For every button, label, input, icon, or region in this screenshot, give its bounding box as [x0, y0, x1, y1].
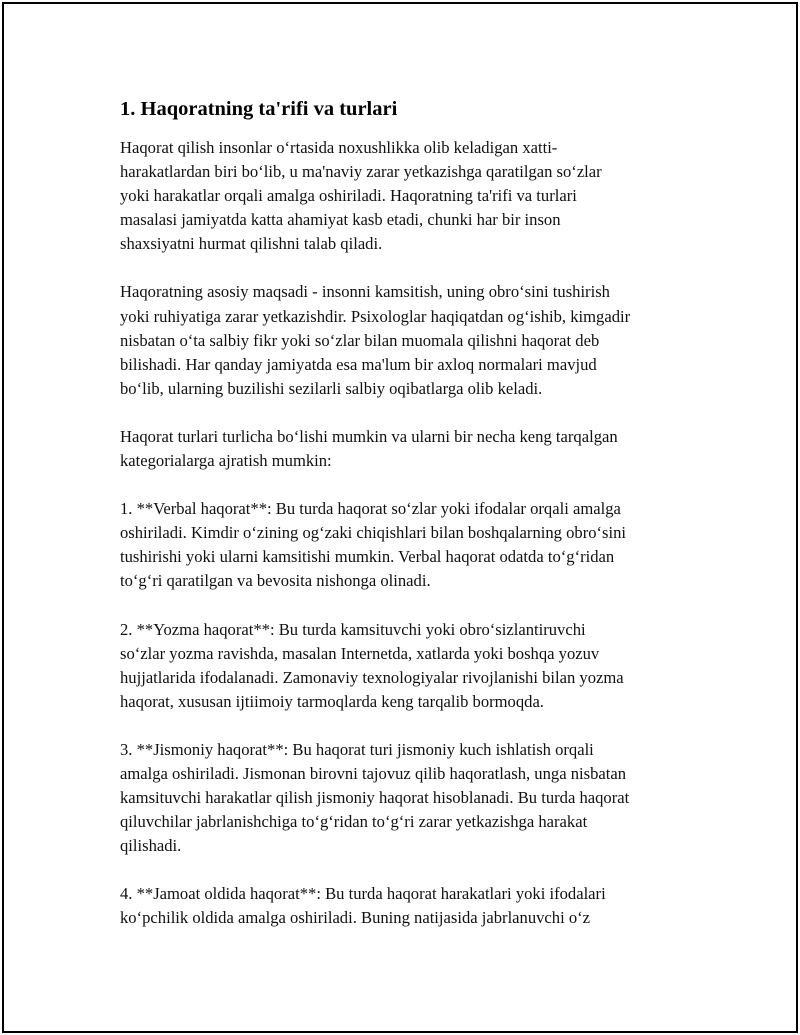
text-line: Haqorat qilish insonlar o‘rtasida noxushlikka olib keladigan xatti-	[120, 138, 558, 157]
section-heading: 1. Haqoratning ta'rifi va turlari	[120, 98, 398, 120]
paragraph-types-intro	[120, 425, 700, 473]
list-item-physical	[120, 738, 700, 858]
text-line: 4. **Jamoat oldida haqorat**: Bu turda haqorat harakatlari yoki ifodalari	[120, 884, 606, 904]
text-line: 3. **Jismoniy haqorat**: Bu haqorat turi jismoniy kuch ishlatish orqali	[120, 739, 594, 759]
text-line: yoki harakatlar orqali amalga oshiriladi. Haqoratning ta'rifi va turlari	[120, 186, 577, 206]
text-line: Haqoratning asosiy maqsadi - insonni kamsitish, uning obro‘sini tushirish	[120, 282, 610, 302]
text-line: bo‘lib, ularning buzilishi sezilarli salbiy oqibatlarga olib keladi.	[120, 378, 543, 398]
text-line: haqorat, xususan ijtiimoiy tarmoqlarda keng tarqalib bormoqda.	[120, 691, 544, 711]
text-line: shaxsiyatni hurmat qilishni talab qiladi.	[120, 234, 383, 254]
text-line: oshiriladi. Kimdir o‘zining og‘zaki chiqishlari bilan boshqalarning obro‘sini	[120, 523, 627, 543]
text-line: yoki ruhiyatiga zarar yetkazishdir. Psixologlar haqiqatdan og‘ishib, kimgadir	[120, 306, 631, 326]
list-item-written	[120, 618, 700, 714]
text-line: nisbatan o‘ta salbiy fikr yoki so‘zlar bilan muomala qilishni haqorat deb	[120, 330, 600, 350]
document-body	[120, 96, 700, 931]
text-line: 1. **Verbal haqorat**: Bu turda haqorat so‘zlar yoki ifodalar orqali amalga	[120, 499, 621, 519]
text-line: so‘zlar yozma ravishda, masalan Internetda, xatlarda yoki boshqa yozuv	[120, 643, 600, 663]
text-line: to‘g‘ri qaratilgan va bevosita nishonga olinadi.	[120, 571, 431, 591]
text-line: harakatlardan biri bo‘lib, u ma'naviy zarar yetkazishga qaratilgan so‘zlar	[120, 162, 602, 182]
text-line: kategorialarga ajratish mumkin:	[120, 451, 332, 471]
text-line: qilishadi.	[120, 836, 182, 856]
paragraph-purpose	[120, 280, 700, 400]
document-page	[2, 2, 798, 1033]
paragraph-definition	[120, 136, 700, 256]
text-line: Haqorat turlari turlicha bo‘lishi mumkin va ularni bir necha keng tarqalgan	[120, 426, 618, 446]
list-item-verbal	[120, 497, 700, 593]
text-line: masalasi jamiyatda katta ahamiyat kasb etadi, chunki har bir inson	[120, 210, 561, 230]
text-line: qiluvchilar jabrlanishchiga to‘g‘ridan to‘g‘ri zarar yetkazishga harakat	[120, 812, 588, 832]
text-line: 2. **Yozma haqorat**: Bu turda kamsituvchi yoki obro‘sizlantiruvchi	[120, 619, 586, 639]
text-line: ko‘pchilik oldida amalga oshiriladi. Buning natijasida jabrlanuvchi o‘z	[120, 908, 591, 928]
text-line: tushirishi yoki ularni kamsitishi mumkin. Verbal haqorat odatda to‘g‘ridan	[120, 547, 615, 567]
text-line: bilishadi. Har qanday jamiyatda esa ma'lum bir axloq normalari mavjud	[120, 354, 597, 374]
text-line: hujjatlarida ifodalanadi. Zamonaviy texnologiyalar rivojlanishi bilan yozma	[120, 667, 624, 687]
text-line: kamsituvchi harakatlar qilish jismoniy haqorat hisoblanadi. Bu turda haqorat	[120, 788, 630, 808]
text-line: amalga oshiriladi. Jismonan birovni tajovuz qilib haqoratlash, unga nisbatan	[120, 763, 627, 783]
list-item-public	[120, 882, 700, 930]
